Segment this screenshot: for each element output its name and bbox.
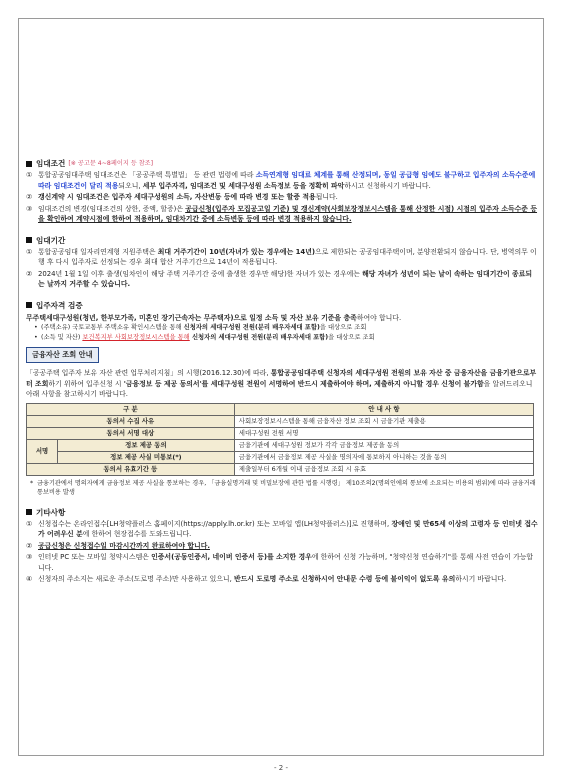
financial-asset-box-title: 금융자산 조회 안내 xyxy=(26,347,99,363)
section-title-text: 입주자격 검증 xyxy=(36,300,83,310)
item-text xyxy=(38,204,538,225)
text-run-bold: '금융정보 등 제공 동의서'를 세대구성원 전원이 서명하여 반드시 제출하여야 하며, 제출하지 아니할 경우 신청이 불가함 xyxy=(123,379,484,388)
item-text xyxy=(38,170,538,191)
text-run: (소득 및 자산) xyxy=(41,333,83,341)
table-cell: 사회보장정보시스템을 통해 금융자산 정보 조회 시 금융기관 제출용 xyxy=(234,415,533,427)
list-item xyxy=(26,519,538,540)
text-run: 인터넷 PC 또는 모바일 청약시스템은 xyxy=(38,553,152,561)
text-run-bold: 공급신청(입주자 모집공고일 기준) 및 갱신계약(사회보장정보시스템을 통해 산정한 시점) 시점의 입주자 소득수준 등을 확인하여 계약시점에 한하여 적용하며, 임대차기간 중에 소득변동 등에 따라 변경 적용하지 않습니다. xyxy=(38,204,538,223)
text-run-bold: 세부 입주자격, 임대조건 및 세대구성원 소득정보 등을 정확히 파악 xyxy=(142,181,345,190)
section-other-notes xyxy=(26,507,538,585)
table-cell: 금융기관에 세대구성원 정보가 각각 금융정보 제공을 동의 xyxy=(234,439,533,451)
list-item xyxy=(26,247,538,268)
text-run: 하시고 신청하시기 바랍니다. xyxy=(344,181,431,190)
financial-asset-paragraph xyxy=(26,368,538,400)
table-row-label: 동의서 서명 대상 xyxy=(27,427,235,439)
text-run: 을 대상으로 조회 xyxy=(319,324,367,331)
item-number: ② xyxy=(26,193,33,201)
section-title xyxy=(26,158,538,169)
section-eligibility-verification xyxy=(26,300,538,497)
text-run-bold: 무주택세대구성원(청년, 한부모가족, 미혼인 장기근속자는 무주택자)으로 일정 소득 및 자산 보유 기준을 충족 xyxy=(26,313,357,322)
financial-info-table xyxy=(26,403,534,476)
table-row xyxy=(27,427,534,439)
eligibility-paragraph xyxy=(26,313,538,324)
section-title xyxy=(26,300,538,311)
table-row-label: 동의서 유효기간 등 xyxy=(27,463,235,475)
text-run: 하여야 합니다. xyxy=(356,313,402,322)
footnote xyxy=(26,479,538,497)
bullet-text xyxy=(41,323,366,333)
item-number: ① xyxy=(26,247,33,256)
item-number: ② xyxy=(26,269,33,278)
text-run-bold: 공급신청은 신청접수일 마감시간까지 완료하여야 합니다. xyxy=(38,541,210,550)
asterisk-icon: * xyxy=(30,479,34,487)
item-number: ① xyxy=(26,171,33,179)
section-title-text: 임대기간 xyxy=(36,235,66,245)
text-run-bold: 신청자의 세대구성원 전원(분리 배우자세대 포함) xyxy=(183,324,320,331)
text-run: 임대조건의 변경(임대조건의 상한, 증액, 할증)은 xyxy=(38,204,186,213)
list-item xyxy=(26,170,538,191)
text-run-bold: 장애인 및 만65세 이상의 고령자 등 인터넷 접수가 어려우신 분 xyxy=(38,519,538,538)
page-content xyxy=(26,158,538,585)
footnote-text: 금융기관에서 명의자에게 금융정보 제공 사실을 통보하는 경우, 「금융실명거래 및 비밀보장에 관한 법률 시행령」 제10조의2(명의인에의 통보에 소요되는 비용의 범위)에 따라 금융거래 통보비용 발생 xyxy=(37,479,536,496)
table-header-cell: 안 내 사 항 xyxy=(234,403,533,415)
table-row-label: 정보 제공 사실 미통보(*) xyxy=(58,451,235,463)
page-reference-note: [※ 공고문 4~8페이지 등 참조] xyxy=(68,160,154,167)
item-number: ④ xyxy=(26,575,33,583)
bullet-item xyxy=(26,323,538,333)
text-run: 하시기 바랍니다. xyxy=(455,575,507,583)
text-run: 하기 위하여 입주신청 시 xyxy=(48,379,124,388)
item-text xyxy=(38,574,538,585)
text-run: 을 대상으로 조회 xyxy=(328,333,375,341)
list-item xyxy=(26,269,538,290)
table-cell: 세대구성원 전원 서명 xyxy=(234,427,533,439)
text-run-bold: 해당 자녀가 성년이 되는 날이 속하는 임대기간이 종료되는 날까지 거주할 수 있습니다. xyxy=(38,269,533,288)
list-item xyxy=(26,541,538,552)
table-header-row xyxy=(27,403,534,415)
section-rental-conditions xyxy=(26,158,538,225)
table-row-label: 동의서 수집 사유 xyxy=(27,415,235,427)
item-text xyxy=(38,269,538,290)
item-text xyxy=(38,541,538,552)
text-run: 에 한하여 현장접수를 도와드립니다. xyxy=(82,530,192,538)
table-group-label: 서명 xyxy=(27,439,58,463)
section-rental-period xyxy=(26,235,538,290)
list-item xyxy=(26,192,538,203)
list-item xyxy=(26,204,538,225)
table-header-cell: 구 분 xyxy=(27,403,235,415)
table-row xyxy=(27,463,534,475)
item-number: ③ xyxy=(26,204,33,213)
section-title xyxy=(26,235,538,246)
text-run: 신청접수는 온라인접수[LH청약플러스 홈페이지(https://apply.lh.or.kr) 또는 모바일 앱(LH청약플러스)]로 진행하며, xyxy=(38,519,392,528)
list-item xyxy=(26,552,538,573)
text-run-bold: 최대 거주기간이 10년(자녀가 있는 경우에는 14년) xyxy=(157,247,316,256)
page-number: - 2 - xyxy=(274,764,288,772)
table-row xyxy=(27,415,534,427)
text-run-red-underline: 보건복지부 사회보장정보시스템을 통해 xyxy=(82,333,190,341)
text-run-bold: 반드시 도로명 주소로 신청하시어 안내문 수령 등에 불이익이 없도록 유의 xyxy=(233,575,456,583)
text-run: 통합공공임대주택 임대조건은 「공공주택 특별법」 등 관련 법령에 따라 xyxy=(38,171,256,179)
square-bullet-icon xyxy=(26,509,32,515)
table-cell: 제출일부터 6개월 이내 금융정보 조회 시 유효 xyxy=(234,463,533,475)
text-run: 에 한하여 신청 가능하며, "청약신청 연습하기"를 통해 사전 연습이 가능합니다. xyxy=(38,553,534,572)
list-item xyxy=(26,574,538,585)
item-number: ② xyxy=(26,541,33,550)
text-run: 「공공주택 입주자 보유 자산 관련 업무처리지침」의 시행(2016.12.30)에 따라, xyxy=(26,369,271,377)
text-run: 2024년 1월 1일 이후 출생(임차인이 해당 주택 거주기간 중에 출생한 경우만 해당)한 자녀가 있는 경우에는 xyxy=(38,269,363,278)
section-title-text: 기타사항 xyxy=(36,507,66,517)
text-run-bold: 인증서(공동인증서, 네이버 인증서 등)를 소지한 경우 xyxy=(151,553,312,561)
text-run-emphasis: 소득연계형 임대료 체계를 통해 산정되며, 동일 공급형 임에도 불구하고 입주자의 소득수준에 따라 임대조건이 달리 적용 xyxy=(38,171,536,190)
text-run: 을 알려드리오니 아래 사항을 참고하시기 바랍니다. xyxy=(26,379,533,398)
item-text xyxy=(38,552,538,573)
text-run-bold: 갱신계약 시 임대조건은 입주자 세대구성원의 소득, 자산변동 등에 따라 변경 또는 할증 적용 xyxy=(38,193,316,201)
text-run: 으로 제한되는 공공임대주택이며, 분양전환되지 않습니다. 단, 병역의무 이행 후 다시 입주자로 선정되는 경우 최대 합산 거주기간으로 14년이 적용됩니다. xyxy=(38,247,537,266)
square-bullet-icon xyxy=(26,237,32,243)
bullet-dot-icon: • xyxy=(34,324,38,331)
item-text xyxy=(38,192,538,203)
section-title-text: 임대조건 xyxy=(36,159,66,168)
text-run: 통합공공임대 일자리연계형 지원주택은 xyxy=(38,247,158,256)
square-bullet-icon xyxy=(26,161,32,167)
text-run: 되오니, xyxy=(118,181,143,190)
table-cell: 금융기관에서 금융정보 제공 사실을 명의자에 통보하지 아니하는 것을 동의 xyxy=(234,451,533,463)
text-run: 됩니다. xyxy=(315,193,338,201)
table-row xyxy=(27,439,534,451)
square-bullet-icon xyxy=(26,302,32,308)
item-number: ③ xyxy=(26,553,33,561)
section-title xyxy=(26,507,538,518)
bullet-item xyxy=(26,333,538,343)
item-text xyxy=(38,247,538,268)
item-number: ① xyxy=(26,519,33,528)
bullet-text xyxy=(41,333,375,343)
text-run-bold: 통합공공임대주택 신청자의 세대구성원 전원의 보유 자산 중 금융자산을 금융기관으로부터 조회 xyxy=(26,369,537,388)
text-run: 신청자의 주소지는 새로운 주소(도로명 주소)만 사용하고 있으니, xyxy=(38,575,234,583)
text-run-bold: 신청자의 세대구성원 전원(분리 배우자세대 포함) xyxy=(189,333,329,341)
table-row-label: 정보 제공 동의 xyxy=(58,439,235,451)
item-text xyxy=(38,519,538,540)
text-run: (주택소유) 국토교통부 주택소유 확인시스템을 통해 xyxy=(41,324,184,331)
bullet-dot-icon: • xyxy=(34,333,38,341)
table-row xyxy=(27,451,534,463)
